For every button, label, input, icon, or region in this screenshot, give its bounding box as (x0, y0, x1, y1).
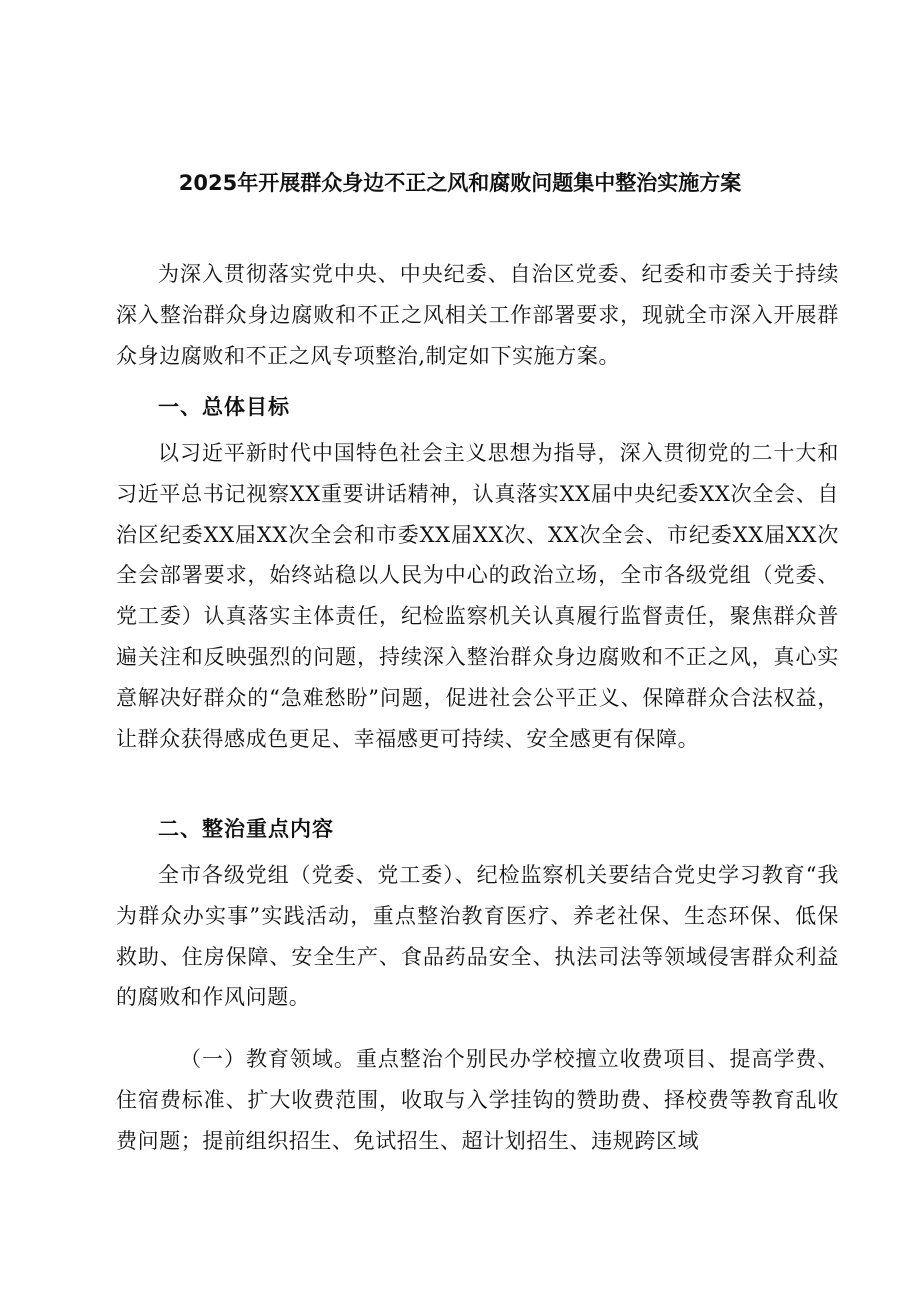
education-paragraph: （一）教育领域。重点整治个别民办学校擅立收费项目、提高学费、住宿费标准、扩大收费范围，收取与入学挂钩的赞助费、择校费等教育乱收费问题；提前组织招生、免试招生、超计划招生、违规跨区域 (116, 1047, 839, 1153)
section-heading-goal: 一、总体目标 (158, 395, 290, 419)
goal-paragraph: 以习近平新时代中国特色社会主义思想为指导，深入贯彻党的二十大和习近平总书记视察XX重要讲话精神，认真落实XX届中央纪委XX次全会、自治区纪委XX届XX次全会和市委XX届XX次、XX次全会、市纪委XX届XX次全会部署要求，始终站稳以人民为中心的政治立场，全市各级党组（党委、党工委）认真落实主体责任，纪检监察机关认真履行监督责任，聚焦群众普遍关注和反映强烈的问题，持续深入整治群众身边腐败和不正之风，真心实意解决好群众的“急难愁盼”问题，促进社会公平正义、保障群众合法权益，让群众获得感成色更足、幸福感更可持续、安全感更有保障。 (116, 441, 839, 751)
section-heading-key-content: 二、整治重点内容 (158, 817, 334, 841)
intro-paragraph: 为深入贯彻落实党中央、中央纪委、自治区党委、纪委和市委关于持续深入整治群众身边腐败和不正之风相关工作部署要求，现就全市深入开展群众身边腐败和不正之风专项整治,制定如下实施方案。 (116, 262, 839, 368)
document-title: 2025年开展群众身边不正之风和腐败问题集中整治实施方案 (178, 171, 742, 195)
key-content-paragraph: 全市各级党组（党委、党工委）、纪检监察机关要结合党史学习教育“我为群众办实事”实践活动，重点整治教育医疗、养老社保、生态环保、低保救助、住房保障、安全生产、食品药品安全、执法司法等领域侵害群众利益的腐败和作风问题。 (116, 863, 839, 1010)
